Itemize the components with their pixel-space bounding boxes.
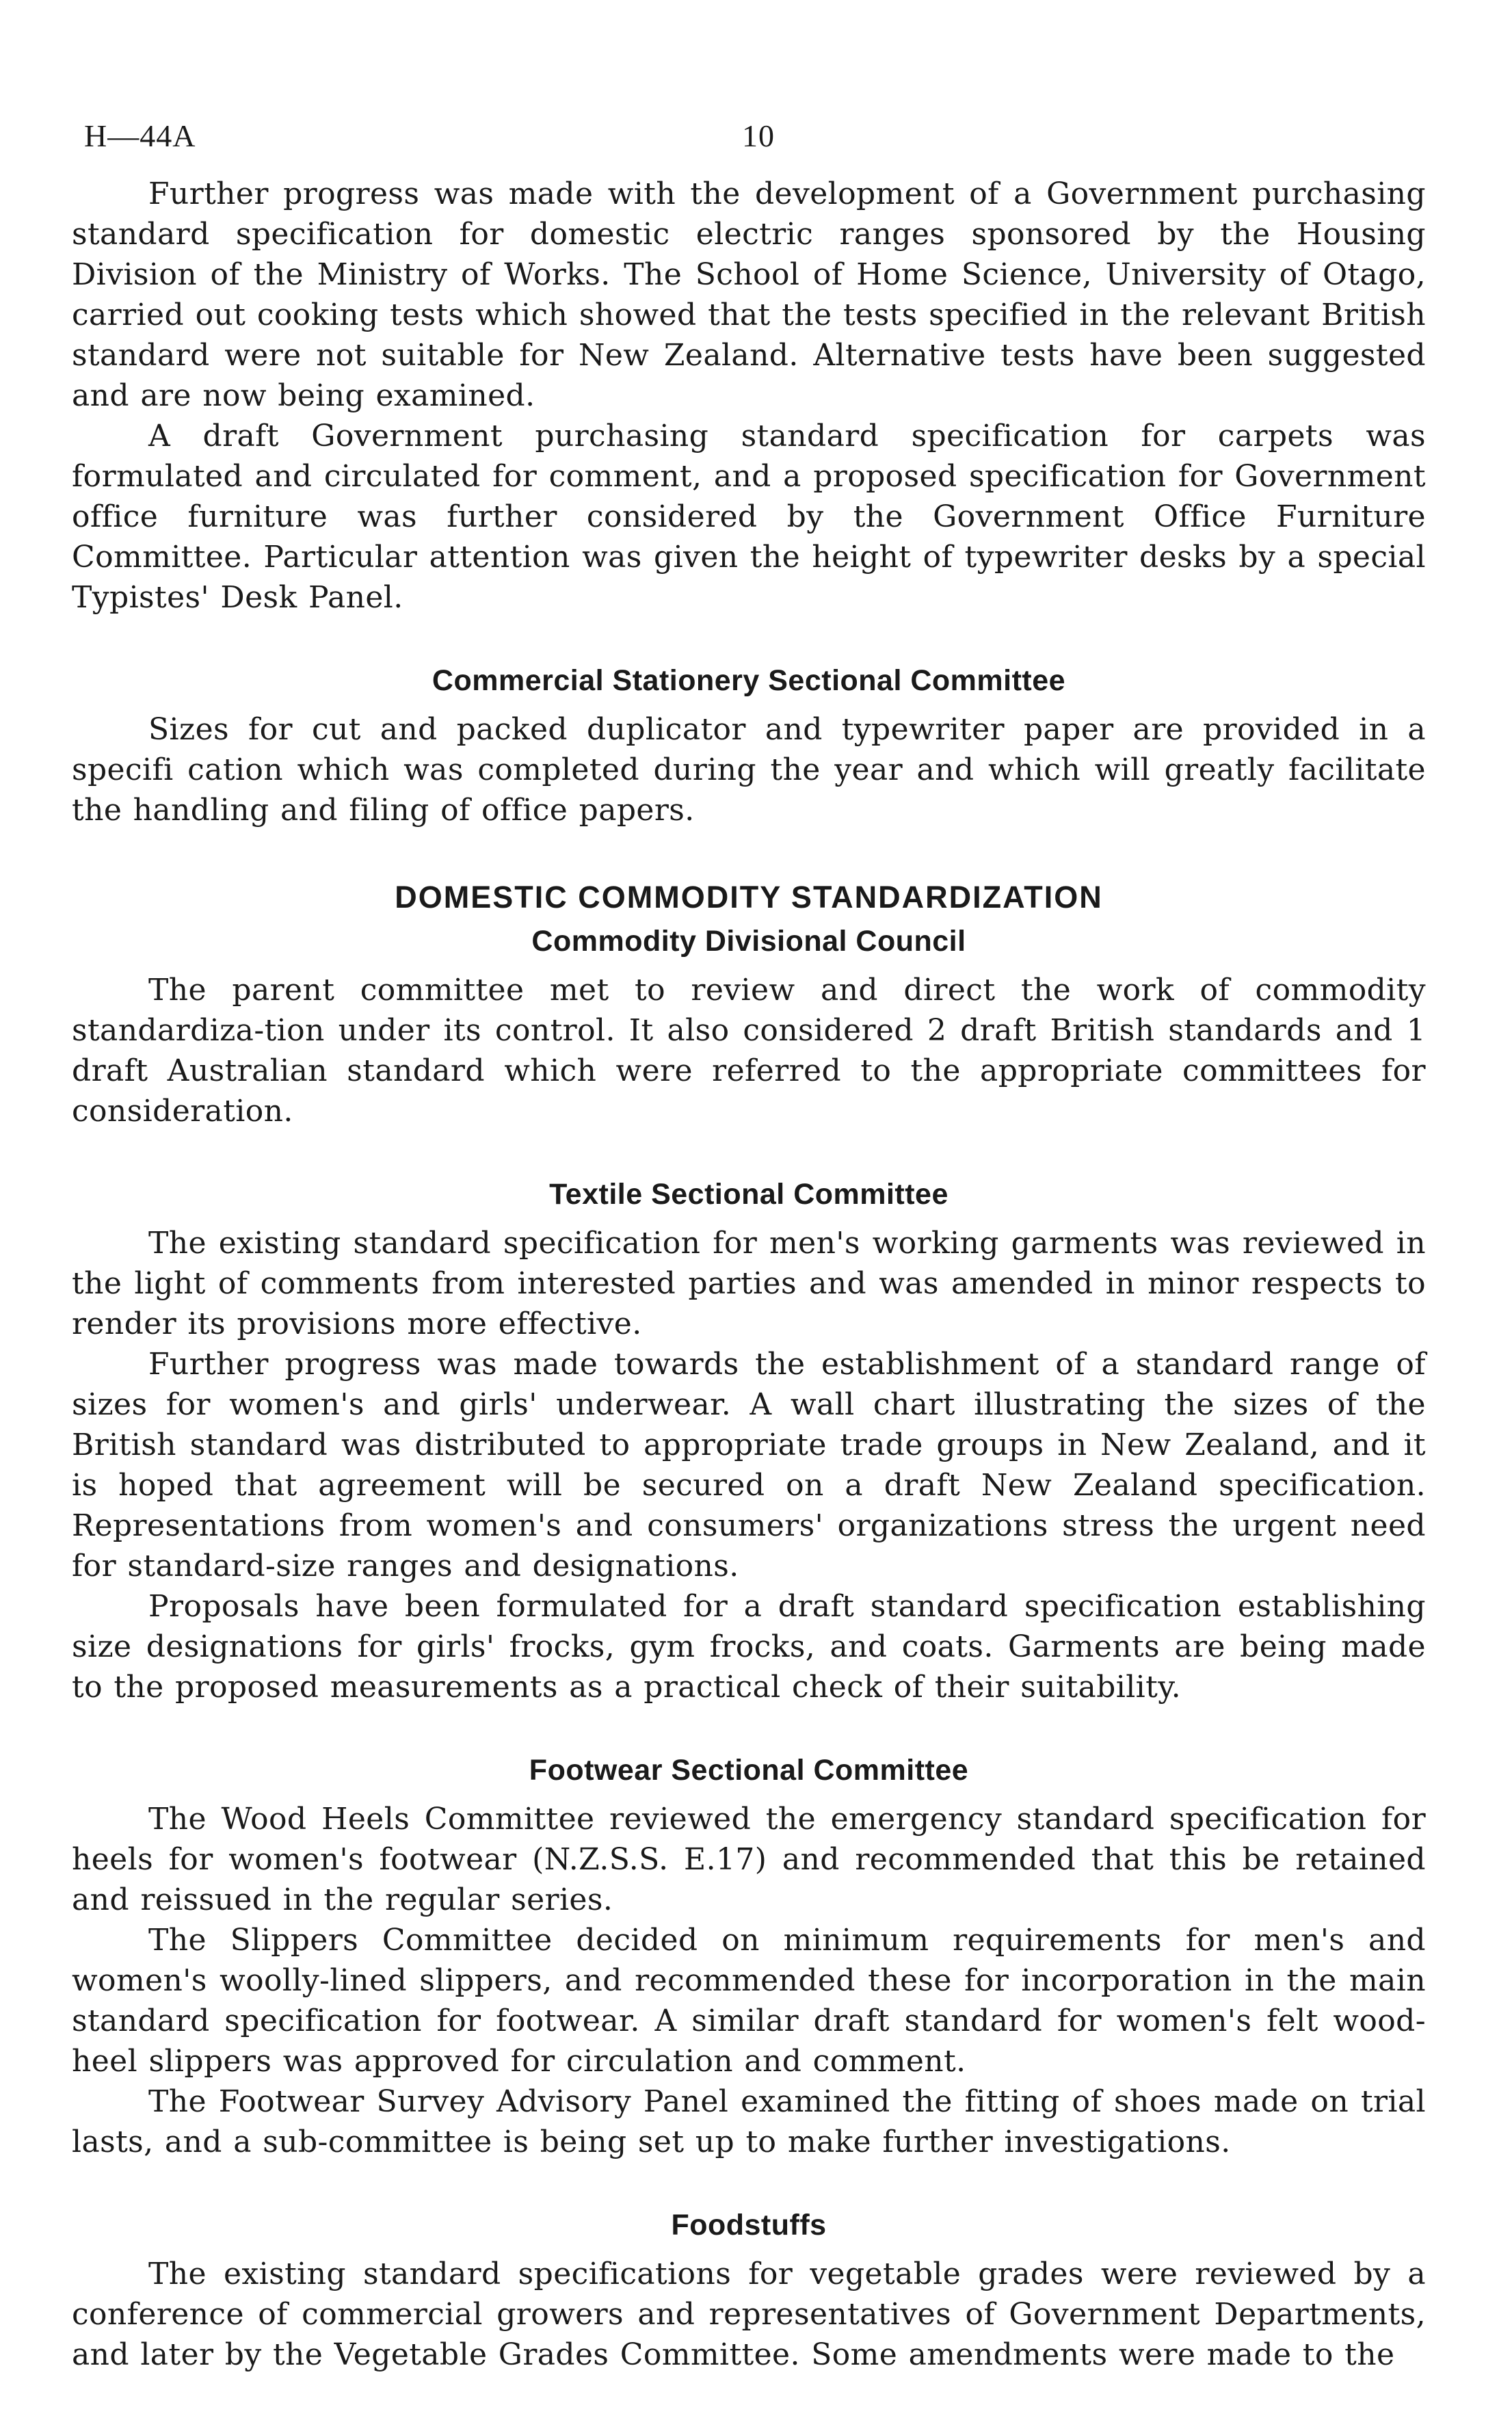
paragraph-frocks-designations: Proposals have been formulated for a draft standard specification establishing size designations for girls' frocks, gym frocks, and coats. Garments are being made to the proposed measurements as a practical check of their suitability. [72, 1589, 1426, 1705]
heading-footwear: Footwear Sectional Committee [529, 1754, 969, 1787]
document-page [72, 103, 1426, 2375]
heading-commodity-council: Commodity Divisional Council [531, 925, 966, 958]
paragraph-underwear-sizes: Further progress was made towards the establishment of a standard range of sizes for women's and girls' underwear. A wall chart illustrating the sizes of the British standard was distributed to appropriate trade groups in New Zealand, and it is hoped that agreement will be secured on a draft New Zealand specification. Representations from women's and consumers' organizations stress the urgent need for standard-size ranges and designations. [72, 1347, 1426, 1583]
heading-textile: Textile Sectional Committee [549, 1178, 949, 1211]
paragraph-footwear-survey: The Footwear Survey Advisory Panel examined the fitting of shoes made on trial lasts, and a sub-committee is being set up to make further investigations. [72, 2084, 1426, 2159]
paragraph-wood-heels: The Wood Heels Committee reviewed the emergency standard specification for heels for women's footwear (N.Z.S.S. E.17) and recommended that this be retained and reissued in the regular series. [72, 1802, 1426, 1917]
paragraph-vegetable-grades: The existing standard specifications for vegetable grades were reviewed by a conference of commercial growers and representatives of Government Departments, and later by the Vegetable Grades Committee. Some amendments were made to the [72, 2257, 1426, 2372]
page-number: 10 [742, 118, 775, 153]
heading-foodstuffs: Foodstuffs [671, 2209, 827, 2242]
paragraph-working-garments: The existing standard specification for men's working garments was reviewed in the light of comments from interested parties and was amended in minor respects to render its provisions more effective. [72, 1226, 1426, 1341]
paragraph-carpets-furniture: A draft Government purchasing standard specification for carpets was formulated and circulated for comment, and a proposed specification for Government office furniture was further considered by the Government Office Furniture Committee. Particular attention was given the height of typewriter desks by a special Typistes' Desk Panel. [72, 419, 1426, 615]
running-header [72, 103, 1426, 164]
paragraph-paper-sizes: Sizes for cut and packed duplicator and typewriter paper are provided in a specifi cation which was completed during the year and which will greatly facilitate the handling and filing of office papers. [72, 712, 1426, 828]
report-code: H—44A [84, 118, 196, 153]
paragraph-slippers: The Slippers Committee decided on minimum requirements for men's and women's woolly-lined slippers, and recommended these for incorporation in the main standard specification for footwear. A similar draft standard for women's felt wood-heel slippers was approved for circulation and comment. [72, 1923, 1426, 2079]
heading-domestic-commodity: DOMESTIC COMMODITY STANDARDIZATION [395, 880, 1103, 915]
paragraph-electric-ranges: Further progress was made with the development of a Government purchasing standard specification for domestic electric ranges sponsored by the Housing Division of the Ministry of Works. The School of Home Science, University of Otago, carried out cooking tests which showed that the tests specified in the relevant British standard were not suitable for New Zealand. Alternative tests have been suggested and are now being examined. [72, 176, 1426, 413]
paragraph-parent-committee: The parent committee met to review and direct the work of commodity standardiza-tion under its control. It also considered 2 draft British standards and 1 draft Australian standard which were referred to the appropriate committees for consideration. [72, 973, 1426, 1129]
heading-commercial-stationery: Commercial Stationery Sectional Committee [432, 664, 1066, 697]
